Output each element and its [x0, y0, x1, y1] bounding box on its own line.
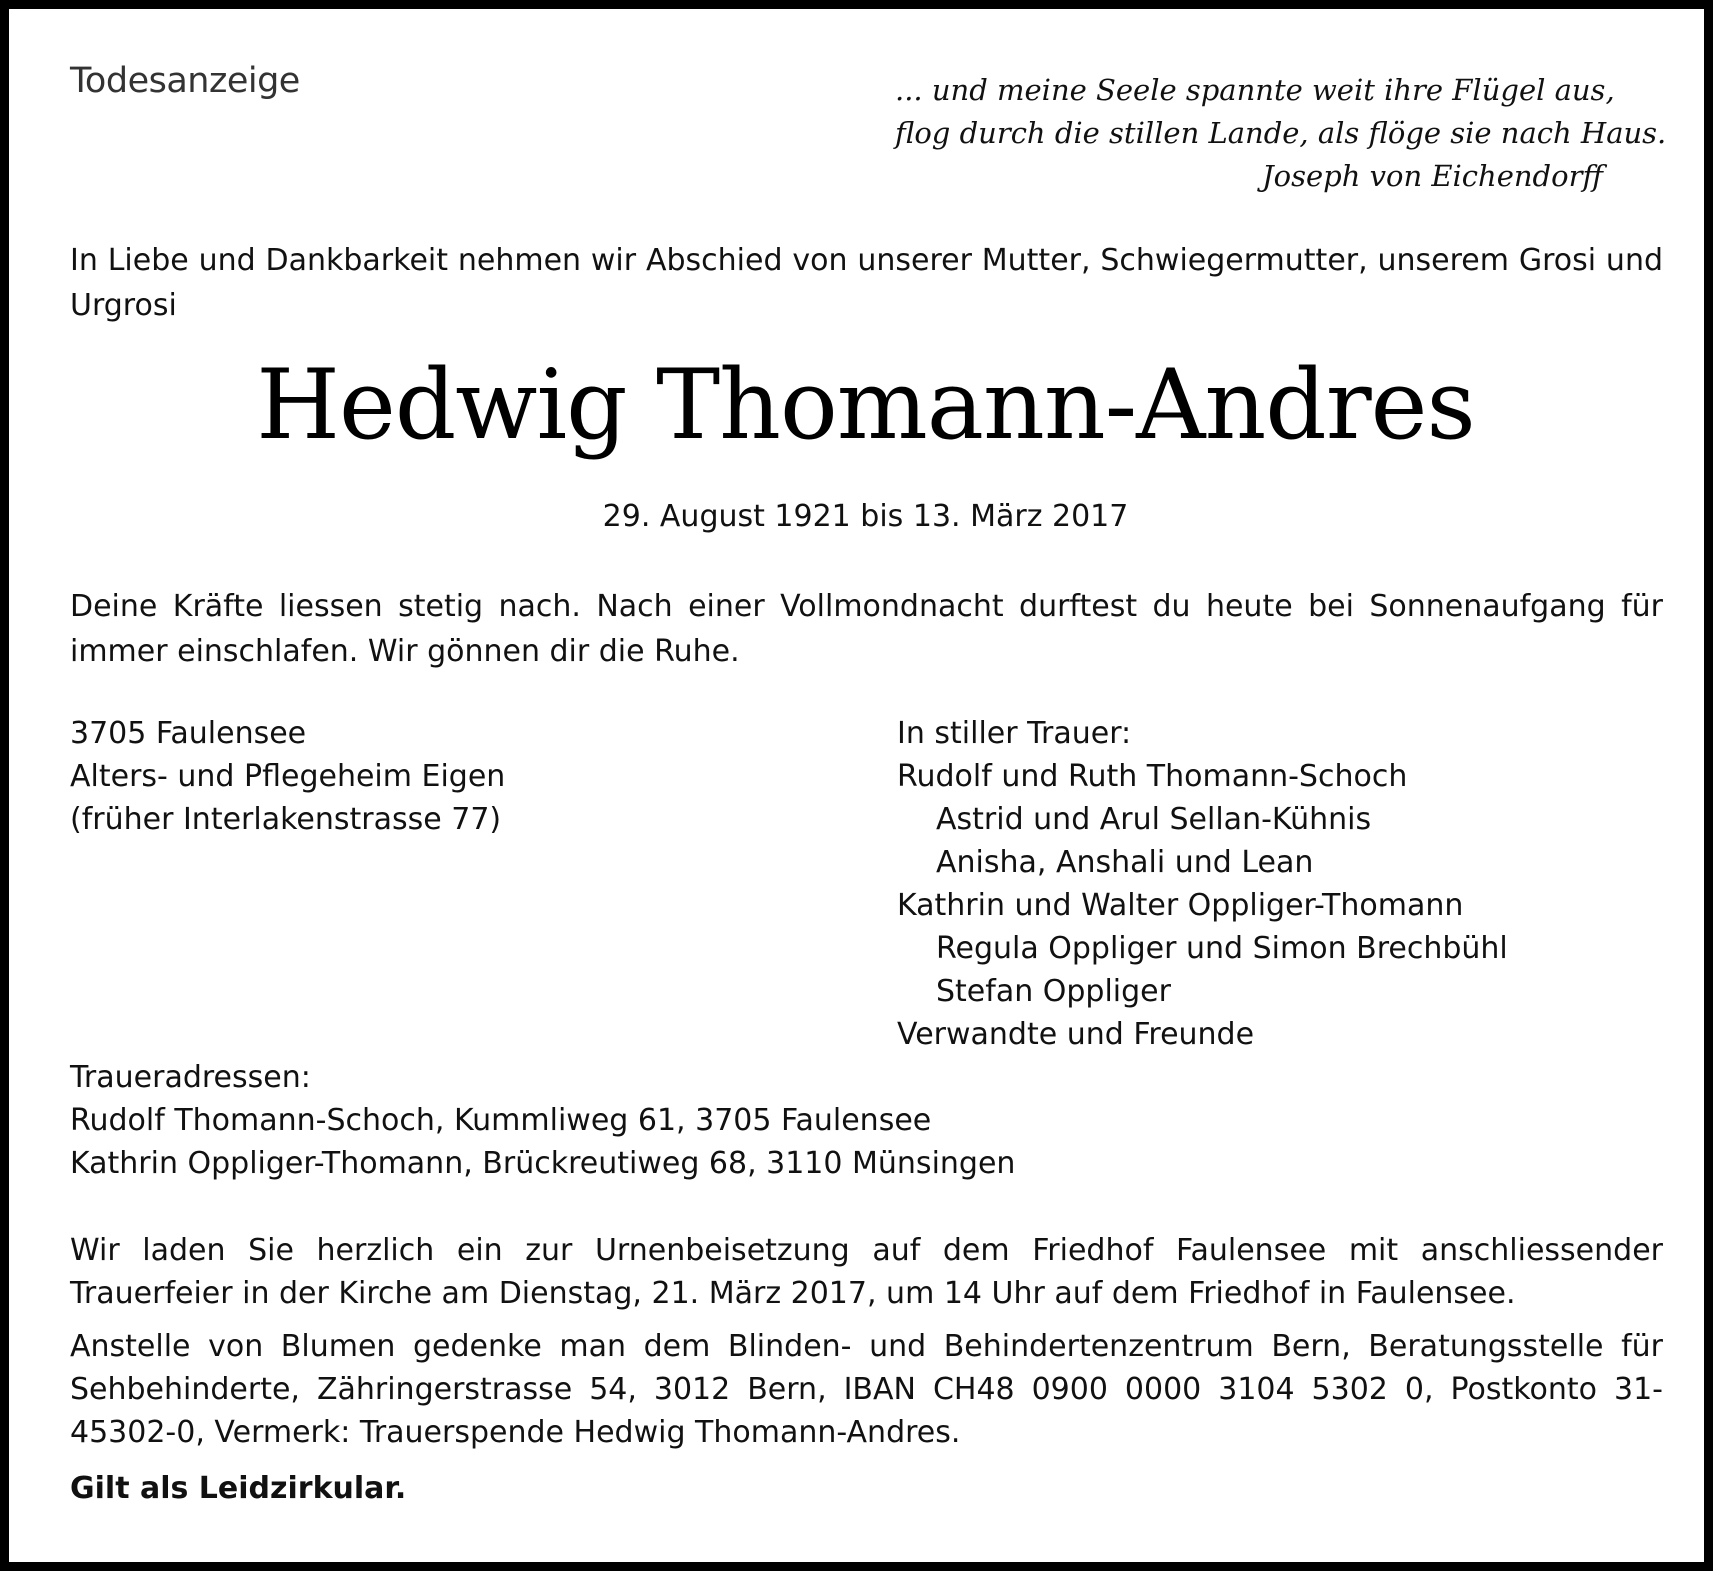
funeral-invitation: Wir laden Sie herzlich ein zur Urnenbeisetzung auf dem Friedhof Faulensee mit anschliessender Trauerfeier in der Kirche am Dienstag, 21. März 2017, um 14 Uhr auf dem Friedhof in Faulensee.	[70, 1233, 1663, 1311]
condolence-address: Kathrin Oppliger-Thomann, Brückreutiweg 68, 3110 Münsingen	[70, 1146, 1016, 1181]
mourners-list	[897, 712, 1508, 1056]
poem-quote	[895, 69, 1667, 198]
mourner-entry: Astrid und Arul Sellan-Kühnis	[936, 802, 1372, 837]
quote-author: Joseph von Eichendorff	[1262, 159, 1603, 193]
notice-label: Todesanzeige	[70, 61, 300, 101]
quote-line-2: flog durch die stillen Lande, als flöge sie nach Haus.	[895, 116, 1667, 150]
address-line: (früher Interlakenstrasse 77)	[70, 802, 502, 837]
condolence-addresses	[70, 1056, 1015, 1185]
mourner-entry: Stefan Oppliger	[936, 974, 1171, 1009]
mourners-heading: In stiller Trauer:	[897, 716, 1132, 751]
mourner-entry: Regula Oppliger und Simon Brechbühl	[936, 931, 1508, 966]
mourner-entry: Rudolf und Ruth Thomann-Schoch	[897, 759, 1408, 794]
closing-note: Gilt als Leidzirkular.	[70, 1471, 407, 1506]
condolence-heading: Traueradressen:	[70, 1060, 311, 1095]
condolence-address: Rudolf Thomann-Schoch, Kummliweg 61, 3705 Faulensee	[70, 1103, 932, 1138]
intro-text: In Liebe und Dankbarkeit nehmen wir Abschied von unserer Mutter, Schwiegermutter, unserem Grosi und Urgrosi	[70, 243, 1663, 323]
mourner-entry: Kathrin und Walter Oppliger-Thomann	[897, 888, 1464, 923]
residence-address	[70, 712, 505, 841]
address-line: 3705 Faulensee	[70, 716, 307, 751]
donation-note: Anstelle von Blumen gedenke man dem Blinden- und Behindertenzentrum Bern, Beratungsstelle für Sehbehinderte, Zähringerstrasse 54, 3012 Bern, IBAN CH48 0900 0000 3104 5302 0, Postkonto 31-45302-0, Vermerk: Trauerspende Hedwig Thomann-Andres.	[70, 1329, 1663, 1450]
farewell-message: Deine Kräfte liessen stetig nach. Nach einer Vollmondnacht durftest du heute bei Sonnenaufgang für immer einschlafen. Wir gönnen dir die Ruhe.	[70, 589, 1663, 669]
mourner-entry: Verwandte und Freunde	[897, 1017, 1255, 1052]
mourner-entry: Anisha, Anshali und Lean	[936, 845, 1314, 880]
life-dates: 29. August 1921 bis 13. März 2017	[602, 499, 1129, 534]
deceased-name: Hedwig Thomann-Andres	[256, 349, 1475, 461]
quote-line-1: ... und meine Seele spannte weit ihre Flügel aus,	[895, 73, 1615, 107]
address-line: Alters- und Pflegeheim Eigen	[70, 759, 506, 794]
